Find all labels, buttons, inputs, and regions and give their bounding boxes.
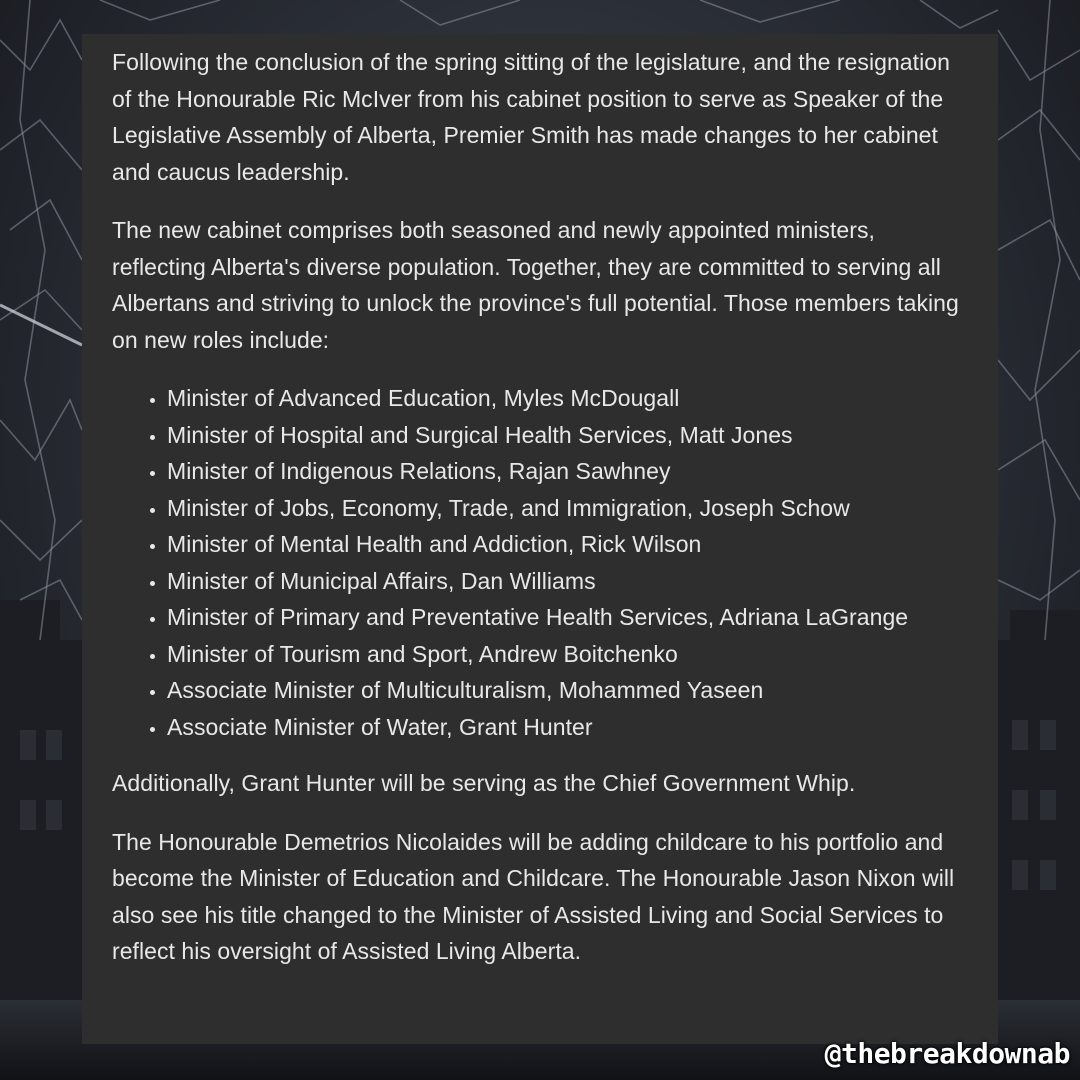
list-item: • Minister of Municipal Affairs, Dan Williams (167, 563, 968, 600)
appointments-list (112, 380, 968, 745)
cabinet-description-paragraph: The new cabinet comprises both seasoned and newly appointed ministers, reflecting Alberta's diverse population. Together, they are committed to serving all Albertans and striving to unlock the province's full potential. Those members taking on new roles include: (112, 217, 959, 353)
watermark-handle: @thebreakdownab (824, 1037, 1070, 1070)
list-item: • Minister of Jobs, Economy, Trade, and Immigration, Joseph Schow (167, 490, 968, 527)
list-item: • Minister of Advanced Education, Myles McDougall (167, 380, 968, 417)
portfolio-changes-paragraph: The Honourable Demetrios Nicolaides will be adding childcare to his portfolio and become the Minister of Education and Childcare. The Honourable Jason Nixon will also see his title changed to the Minister of Assisted Living and Social Services to reflect his oversight of Assisted Living Alberta. (112, 828, 955, 964)
list-item: • Minister of Hospital and Surgical Health Services, Matt Jones (167, 417, 968, 454)
chief-whip-paragraph: Additionally, Grant Hunter will be serving as the Chief Government Whip. (112, 770, 856, 796)
list-item: • Minister of Primary and Preventative Health Services, Adriana LaGrange (167, 599, 968, 636)
list-item: • Associate Minister of Water, Grant Hunter (167, 709, 968, 746)
light-streak (0, 305, 82, 345)
intro-paragraph: Following the conclusion of the spring sitting of the legislature, and the resignation of the Honourable Ric McIver from his cabinet position to serve as Speaker of the Legislative Assembly of Alberta, Premier Smith has made changes to her cabinet and caucus leadership. (112, 49, 950, 185)
announcement-panel (82, 34, 998, 1044)
list-item: • Minister of Indigenous Relations, Rajan Sawhney (167, 453, 968, 490)
list-item: • Associate Minister of Multiculturalism, Mohammed Yaseen (167, 672, 968, 709)
list-item: • Minister of Tourism and Sport, Andrew Boitchenko (167, 636, 968, 673)
list-item: • Minister of Mental Health and Addiction, Rick Wilson (167, 526, 968, 563)
